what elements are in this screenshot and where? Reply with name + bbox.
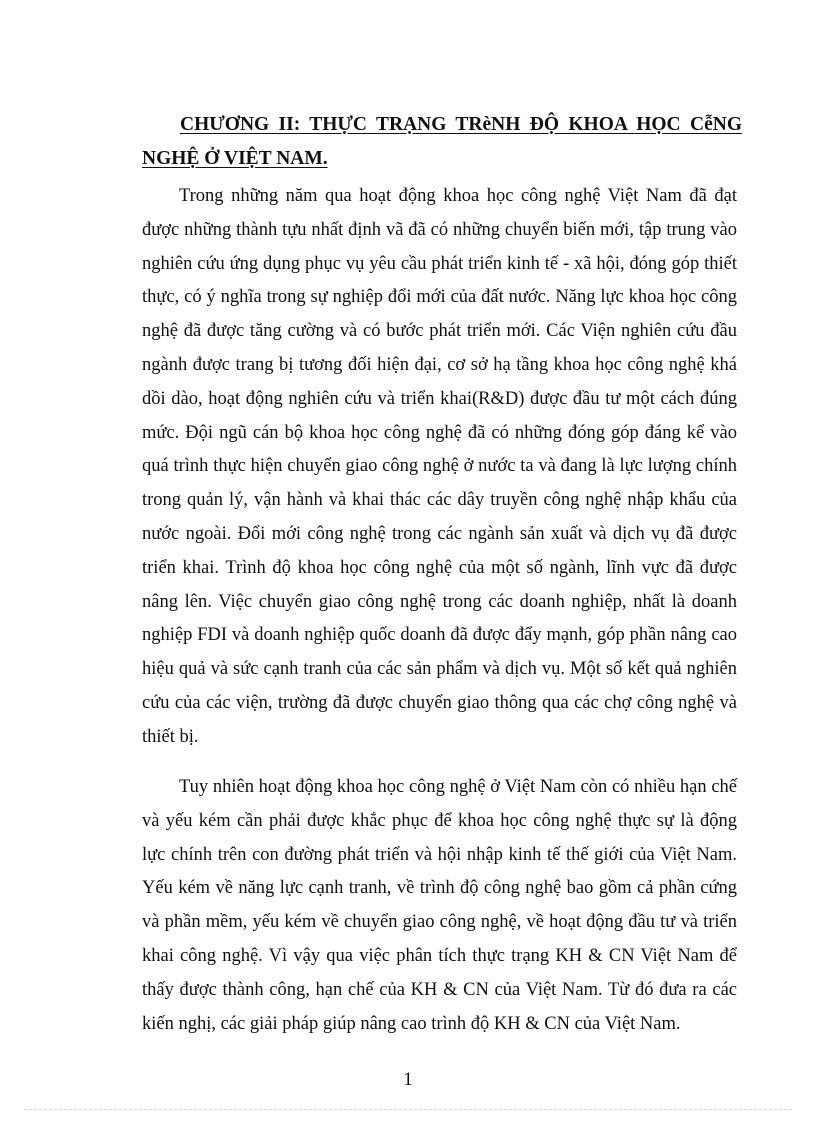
body-paragraph-2: Tuy nhiên hoạt động khoa học công nghệ ở Việt Nam còn có nhiều hạn chế và yếu kém cần phải được khắc phục để khoa học công nghệ thực sự là động lực chính trên con đường phát triển và hội nhập kinh tế thế giới của Việt Nam. Yếu kém về năng lực cạnh tranh, về trình độ công nghệ bao gồm cả phần cứng và phần mềm, yếu kém về chuyển giao công nghệ, về hoạt động đầu tư và triển khai công nghệ. Vì vậy qua việc phân tích thực trạng KH & CN Việt Nam để thấy được thành công, hạn chế của KH & CN của Việt Nam. Từ đó đưa ra các kiến nghị, các giải pháp giúp nâng cao trình độ KH & CN của Việt Nam. (142, 777, 737, 1034)
page-bottom-divider (24, 1109, 792, 1110)
chapter-heading-line-2: NGHỆ Ở VIỆT NAM. (142, 148, 328, 169)
page-number: 1 (403, 1069, 413, 1090)
chapter-heading-line-1: CHƯƠNG II: THỰC TRẠNG TRèNH ĐỘ KHOA HỌC CễNG (180, 114, 742, 135)
chapter-heading (142, 108, 742, 176)
body-paragraph-1: Trong những năm qua hoạt động khoa học công nghệ Việt Nam đã đạt được những thành tựu nhất định vã đã có những chuyển biến mới, tập trung vào nghiên cứu ứng dụng phục vụ yêu cầu phát triển kinh tế - xã hội, đóng góp thiết thực, có ý nghĩa trong sự nghiệp đổi mới của đất nước. Năng lực khoa học công nghệ đã được tăng cường và có bước phát triển mới. Các Viện nghiên cứu đầu ngành được trang bị tương đối hiện đại, cơ sở hạ tầng khoa học công nghệ khá dồi dào, hoạt động nghiên cứu và triển khai(R&D) được đầu tư một cách đúng mức. Đội ngũ cán bộ khoa học công nghệ đã có những đóng góp đáng kể vào quá trình thực hiện chuyển giao công nghệ ở nước ta và đang là lực lượng chính trong quản lý, vận hành và khai thác các dây truyền công nghệ nhập khẩu của nước ngoài. Đổi mới công nghệ trong các ngành sản xuất và dịch vụ đã được triển khai. Trình độ khoa học công nghệ của một số ngành, lĩnh vực đã được nâng lên. Việc chuyển giao công nghệ trong các doanh nghiệp, nhất là doanh nghiệp FDI và doanh nghiệp quốc doanh đã được đẩy mạnh, góp phần nâng cao hiệu quả và sức cạnh tranh của các sản phẩm và dịch vụ. Một số kết quả nghiên cứu của các viện, trường đã được chuyển giao thông qua các chợ công nghệ và thiết bị. (142, 186, 737, 747)
